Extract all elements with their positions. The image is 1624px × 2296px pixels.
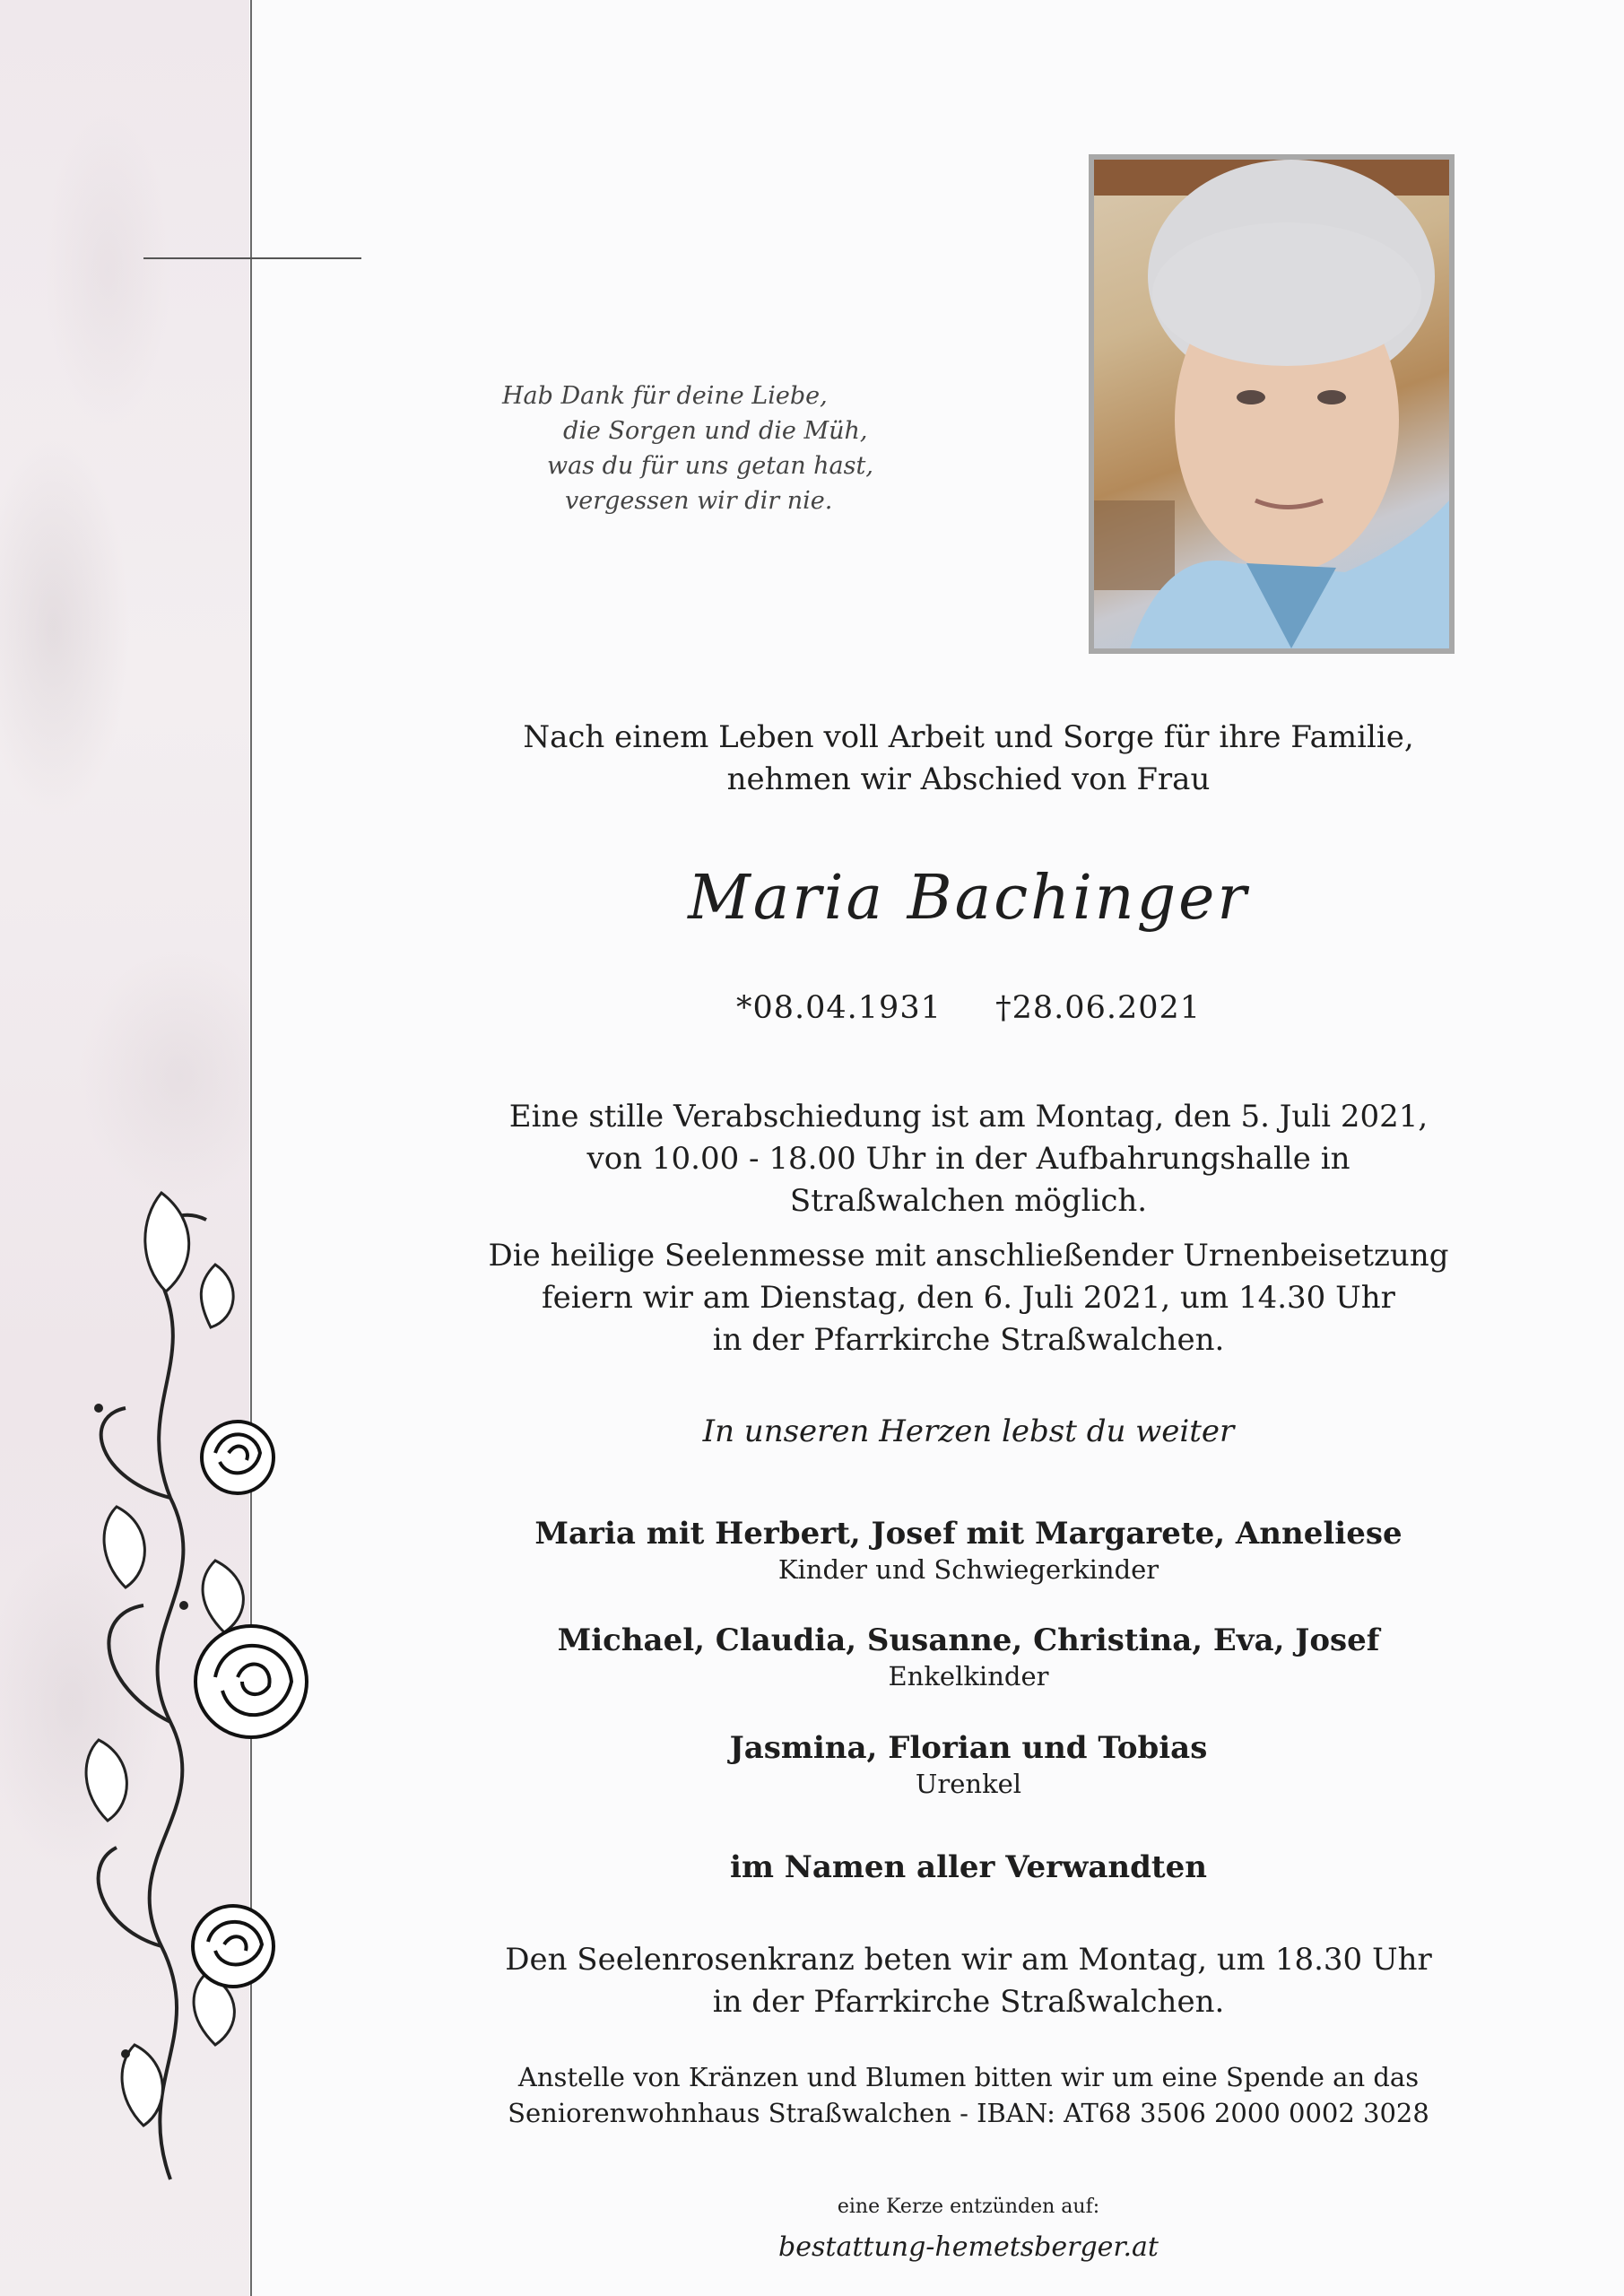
mass-line: Die heilige Seelenmesse mit anschließender Urnenbeisetzung xyxy=(488,1238,1449,1274)
mourner-group xyxy=(377,1728,1560,1800)
donation-line: Seniorenwohnhaus Straßwalchen - IBAN: AT68 3506 2000 0002 3028 xyxy=(508,2098,1429,2128)
rosary-line: in der Pfarrkirche Straßwalchen. xyxy=(712,1984,1225,2020)
website-link[interactable]: bestattung-hemetsberger.at xyxy=(778,2231,1159,2263)
mourner-names: Jasmina, Florian und Tobias xyxy=(729,1730,1208,1766)
mourner-names: Michael, Claudia, Susanne, Christina, Eva, Josef xyxy=(557,1622,1380,1658)
rose-ornament-icon xyxy=(63,1184,332,2197)
farewell-line: Straßwalchen möglich. xyxy=(789,1183,1148,1219)
mass-line: feiern wir am Dienstag, den 6. Juli 2021, um 14.30 Uhr xyxy=(542,1280,1395,1316)
mourner-group xyxy=(377,1514,1560,1586)
farewell-line: von 10.00 - 18.00 Uhr in der Aufbahrungshalle in xyxy=(586,1141,1350,1177)
quote-line: Hab Dank für deine Liebe, xyxy=(502,382,828,410)
donation-line: Anstelle von Kränzen und Blumen bitten wir um eine Spende an das xyxy=(517,2062,1420,2092)
deceased-name: Maria Bachinger xyxy=(688,863,1249,934)
mass-line: in der Pfarrkirche Straßwalchen. xyxy=(712,1322,1225,1358)
intro-text xyxy=(377,717,1560,801)
mourner-role: Kinder und Schwiegerkinder xyxy=(777,1554,1159,1585)
quote-line: die Sorgen und die Müh, xyxy=(563,417,868,445)
relatives-line: im Namen aller Verwandten xyxy=(730,1849,1207,1885)
mourner-names: Maria mit Herbert, Josef mit Margarete, Anneliese xyxy=(534,1516,1403,1552)
quote-line: vergessen wir dir nie. xyxy=(565,487,833,515)
donation-text xyxy=(377,2059,1560,2131)
mass-text xyxy=(377,1235,1560,1361)
cross-bar xyxy=(143,257,361,259)
birth-date: *08.04.1931 xyxy=(735,990,942,1026)
intro-line: nehmen wir Abschied von Frau xyxy=(726,761,1211,797)
candle-text: eine Kerze entzünden auf: xyxy=(837,2196,1100,2218)
quote-line: was du für uns getan hast, xyxy=(547,452,873,480)
motto: In unseren Herzen lebst du weiter xyxy=(702,1413,1235,1449)
rosary-text xyxy=(377,1939,1560,2023)
mourner-group xyxy=(377,1621,1560,1692)
mourner-role: Enkelkinder xyxy=(888,1661,1049,1692)
death-date: †28.06.2021 xyxy=(995,990,1202,1026)
farewell-text xyxy=(377,1096,1560,1222)
mourner-role: Urenkel xyxy=(915,1769,1022,1799)
rosary-line: Den Seelenrosenkranz beten wir am Montag, um 18.30 Uhr xyxy=(505,1942,1432,1978)
intro-line: Nach einem Leben voll Arbeit und Sorge für ihre Familie, xyxy=(523,719,1414,755)
farewell-line: Eine stille Verabschiedung ist am Montag, den 5. Juli 2021, xyxy=(508,1099,1429,1135)
life-dates xyxy=(377,990,1560,1026)
memorial-quote xyxy=(502,378,951,518)
portrait-photo xyxy=(1089,154,1455,654)
